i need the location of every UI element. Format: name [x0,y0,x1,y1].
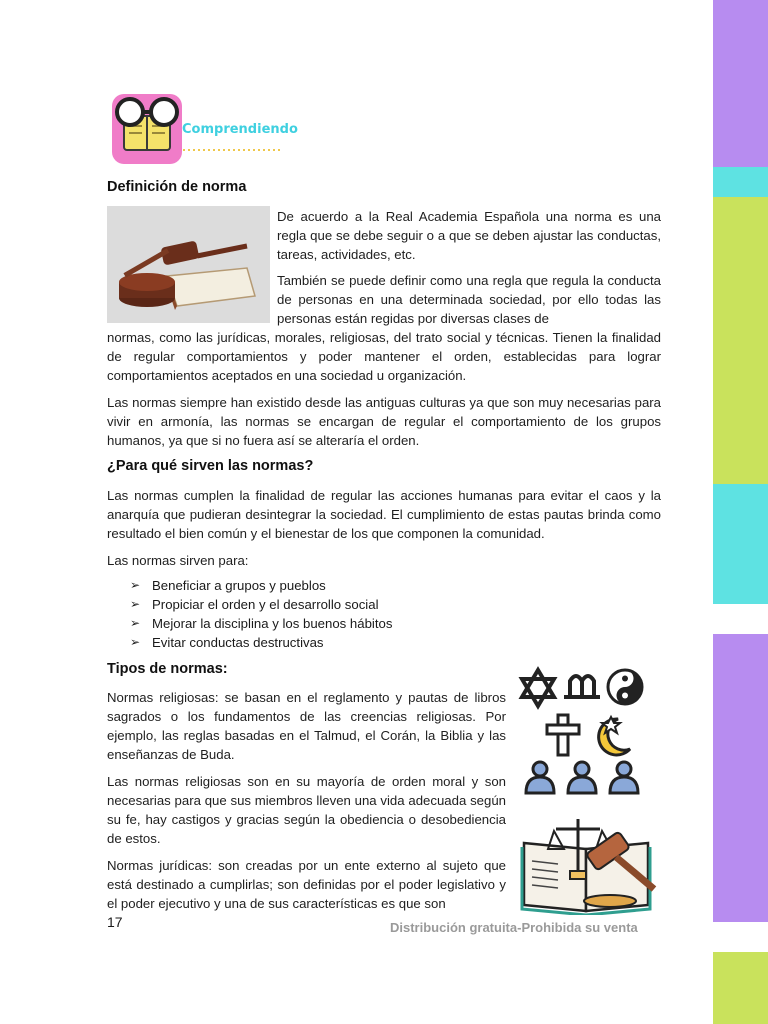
comprendiendo-logo [110,92,298,166]
definicion-title: Definición de norma [107,179,247,195]
definicion-paragraph-3: Las normas siempre han existido desde las antiguas culturas ya que son muy necesarias para vivir en armonía, las normas se encargan de regular el comportamiento de los grupos humanos, ya que si no fuera así se alteraría el orden. [107,395,661,448]
para-que-title: ¿Para qué sirven las normas? [107,458,314,474]
definicion-paragraph-2a: También se puede definir como una regla que regula la conducta de personas en una determinada sociedad, por ello todas las personas están regidas por diversas clases de [277,273,661,326]
side-strip-cyan-top [713,167,768,197]
crescent-star-icon [599,717,630,755]
arrow-bullet-icon: ➢ [130,616,141,630]
side-strip-lime-bottom [713,952,768,1024]
scales-book-icon [518,813,660,915]
side-strip-cyan-mid [713,484,768,604]
list-item: ➢ Propiciar el orden y el desarrollo social [130,597,379,612]
side-strip-purple-bottom [713,634,768,922]
tipos-title: Tipos de normas: [107,661,228,677]
arrow-bullet-icon: ➢ [130,635,141,649]
people-icon [526,762,638,793]
list-item: ➢ Evitar conductas destructivas [130,635,324,650]
arch-symbol-icon [564,676,600,697]
list-item: ➢ Beneficiar a grupos y pueblos [130,578,326,593]
definicion-paragraph-2b: normas, como las jurídicas, morales, religiosas, del trato social y técnicas. Tienen la finalidad de regular comportamientos y poder mantener el orden, establecidas para lograr comportamientos aceptados en una sociedad u organización. [107,330,661,383]
religious-symbols-image [518,665,648,799]
footer-note: Distribución gratuita-Prohibida su venta [390,920,638,935]
arrow-bullet-icon: ➢ [130,597,141,611]
star-of-david-icon [522,670,554,706]
page-number: 17 [107,914,123,930]
para-que-paragraph-1: Las normas cumplen la finalidad de regular las acciones humanas para evitar el caos y la anarquía que pudieran desintegrar la sociedad. El cumplimiento de estas pautas brinda como resultado el bien común y el bienestar de los que componen la comunidad. [107,488,661,541]
definicion-paragraph-1: De acuerdo a la Real Academia Española una norma es una regla que se debe seguir o a que se deben ajustar las conductas, tareas, actividades, etc. [277,209,661,262]
uses-list [130,576,392,652]
side-strip-purple-top [713,0,768,167]
tipos-paragraph-1: Normas religiosas: se basan en el reglamento y pautas de libros sagrados o los fundamentos de las creencias religiosas. Por ejemplo, las reglas basadas en el Talmud, el Corán, la Biblia y las enseñanzas de Buda. [107,690,506,762]
tipos-paragraph-3: Normas jurídicas: son creadas por un ente externo al sujeto que está destinado a cumplirlas; son definidas por el poder legislativo y el poder ejecutivo y una de sus características es que son [107,858,506,911]
gavel-book-image [107,206,270,323]
cross-icon [547,715,579,755]
yin-yang-icon [608,670,642,704]
logo-text: Comprendiendo [182,122,298,137]
para-que-paragraph-2: Las normas sirven para: [107,553,249,568]
gavel-icon [107,206,270,323]
side-strip-lime-top [713,197,768,484]
arrow-bullet-icon: ➢ [130,578,141,592]
list-item: ➢ Mejorar la disciplina y los buenos hábitos [130,616,393,631]
tipos-paragraph-2: Las normas religiosas son en su mayoría de orden moral y son necesarias para que sus miembros lleven una vida adecuada según su fe, hay castigos y gracias según la obediencia o desobediencia de estos. [107,774,506,846]
law-book-gavel-image [518,813,660,915]
